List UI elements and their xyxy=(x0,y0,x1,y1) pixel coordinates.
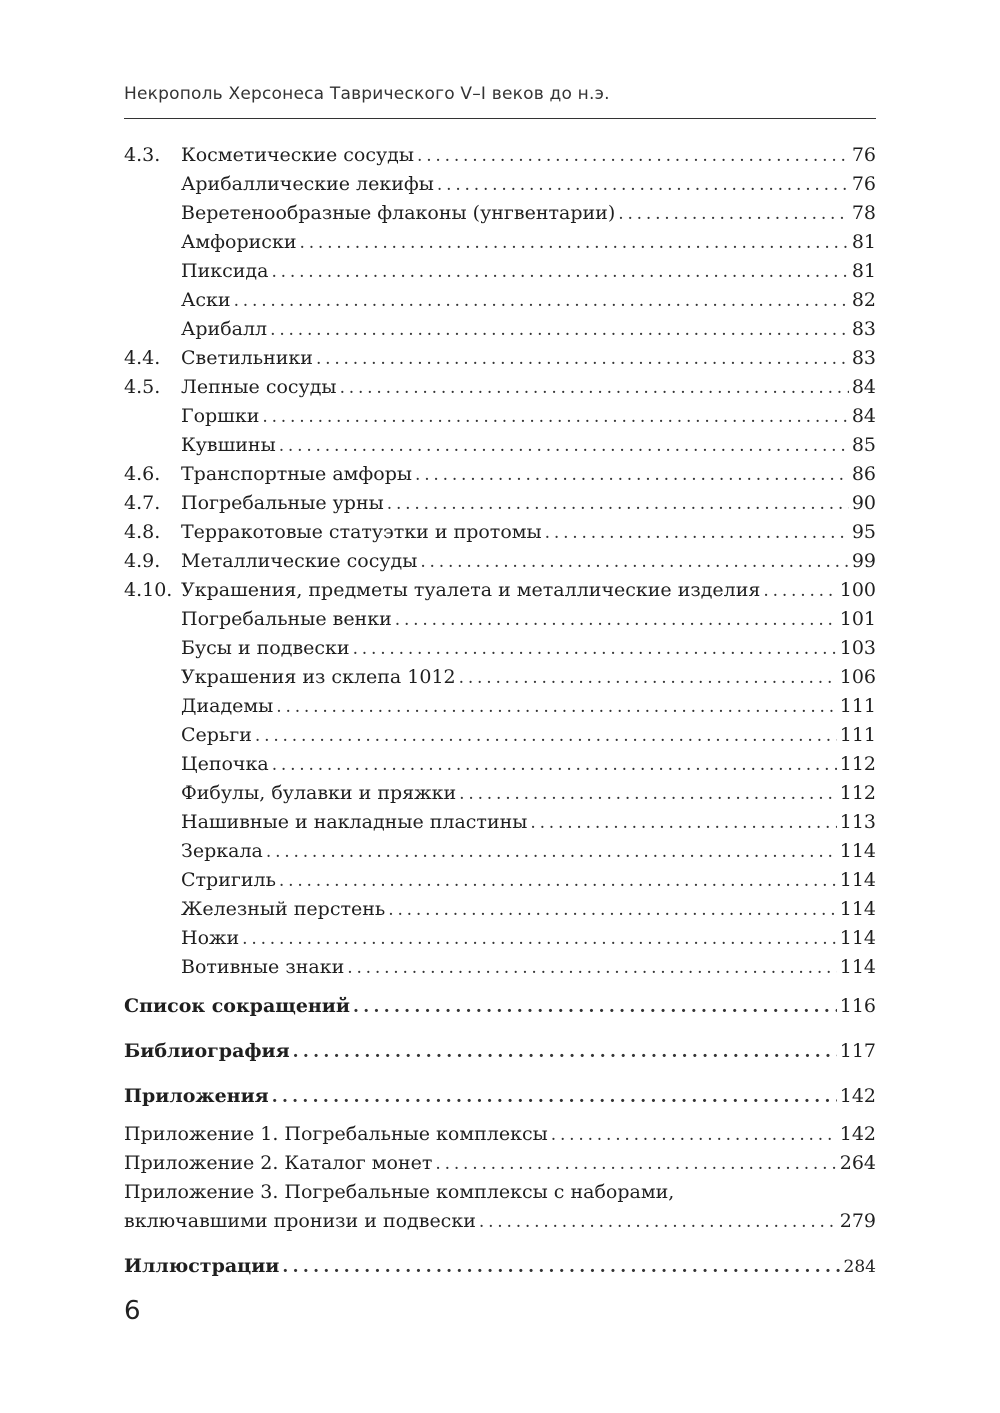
toc-entry-page: 76 xyxy=(851,144,876,166)
toc-entry-page: 101 xyxy=(839,608,876,630)
table-of-contents xyxy=(124,141,876,1281)
toc-entry-title: Стригиль xyxy=(181,869,276,891)
toc-entry[interactable] xyxy=(124,750,876,779)
dot-leader xyxy=(316,345,849,374)
toc-entry-page: 99 xyxy=(851,550,876,572)
toc-entry-page: 142 xyxy=(839,1123,876,1145)
toc-entry[interactable] xyxy=(124,837,876,866)
dot-leader xyxy=(353,635,837,664)
toc-entry-page: 112 xyxy=(839,753,876,775)
toc-entry-page: 81 xyxy=(851,231,876,253)
toc-entry-page: 106 xyxy=(839,666,876,688)
dot-leader xyxy=(282,1253,840,1282)
dot-leader xyxy=(347,954,836,983)
dot-leader xyxy=(242,925,837,954)
dot-leader xyxy=(293,1038,837,1067)
toc-entry-title: Лепные сосуды xyxy=(181,376,337,398)
toc-entry-title: Бусы и подвески xyxy=(181,637,350,659)
toc-entry-title: Список сокращений xyxy=(124,995,350,1017)
toc-entry[interactable] xyxy=(124,228,876,257)
toc-entry-title: Железный перстень xyxy=(181,898,386,920)
toc-entry-page: 85 xyxy=(851,434,876,456)
running-head: Некрополь Херсонеса Таврического V–I веков до н.э. xyxy=(124,84,610,104)
toc-entry[interactable] xyxy=(124,518,876,547)
toc-entry-title: Фибулы, булавки и пряжки xyxy=(181,782,457,804)
toc-entry-title: Вотивные знаки xyxy=(181,956,345,978)
toc-entry-title: Горшки xyxy=(181,405,260,427)
toc-entry[interactable] xyxy=(124,663,876,692)
toc-entry-title: Терракотовые статуэтки и протомы xyxy=(181,521,542,543)
toc-entry[interactable] xyxy=(124,721,876,750)
toc-entry-title: Украшения из склепа 1012 xyxy=(181,666,456,688)
dot-leader xyxy=(266,838,837,867)
dot-leader xyxy=(270,316,849,345)
toc-entry-title: Транспортные амфоры xyxy=(181,463,413,485)
toc-entry-page: 95 xyxy=(851,521,876,543)
toc-entries xyxy=(124,141,876,982)
dot-leader xyxy=(459,664,837,693)
toc-entry-title: Аски xyxy=(181,289,231,311)
header-rule xyxy=(124,118,876,119)
toc-entry-appendices[interactable] xyxy=(124,1082,876,1111)
dot-leader xyxy=(437,171,849,200)
dot-leader xyxy=(387,490,849,519)
toc-entry-page: 111 xyxy=(839,724,876,746)
toc-entry-title: Ножи xyxy=(181,927,240,949)
dot-leader xyxy=(255,722,837,751)
toc-entry-title: Украшения, предметы туалета и металлические изделия xyxy=(181,579,761,601)
dot-leader xyxy=(763,577,836,606)
toc-entry-page: 279 xyxy=(839,1210,876,1232)
dot-leader xyxy=(395,606,837,635)
toc-entry[interactable] xyxy=(124,402,876,431)
toc-entry[interactable] xyxy=(124,953,876,982)
toc-entry[interactable] xyxy=(124,576,876,605)
toc-entry[interactable] xyxy=(124,489,876,518)
toc-entry-title: Диадемы xyxy=(181,695,274,717)
toc-entry-appendix-2[interactable] xyxy=(124,1149,876,1178)
dot-leader xyxy=(279,867,837,896)
dot-leader xyxy=(272,751,837,780)
toc-entry-title-line-1: Приложение 3. Погребальные комплексы с наборами, xyxy=(124,1181,675,1203)
toc-entry[interactable] xyxy=(124,286,876,315)
toc-entry[interactable] xyxy=(124,141,876,170)
toc-entry-page: 114 xyxy=(839,840,876,862)
toc-entry-title: Косметические сосуды xyxy=(181,144,414,166)
dot-leader xyxy=(435,1150,836,1179)
toc-entry-page: 76 xyxy=(851,173,876,195)
toc-entry-title: Приложения xyxy=(124,1085,269,1107)
toc-entry-appendix-1[interactable] xyxy=(124,1120,876,1149)
toc-entry-title: Иллюстрации xyxy=(124,1255,280,1277)
toc-entry-title: Кувшины xyxy=(181,434,276,456)
dot-leader xyxy=(353,993,837,1022)
toc-entry-page: 114 xyxy=(839,898,876,920)
toc-entry-page: 114 xyxy=(839,869,876,891)
toc-entry[interactable] xyxy=(124,924,876,953)
toc-entry[interactable] xyxy=(124,634,876,663)
toc-entry[interactable] xyxy=(124,431,876,460)
toc-entry-page: 112 xyxy=(839,782,876,804)
dot-leader xyxy=(299,229,848,258)
toc-entry[interactable] xyxy=(124,895,876,924)
toc-entry-number: 4.9. xyxy=(124,550,161,572)
dot-leader xyxy=(272,1083,837,1112)
toc-entry-title: Погребальные урны xyxy=(181,492,384,514)
toc-entry-illustrations[interactable] xyxy=(124,1252,876,1281)
page-number: 6 xyxy=(124,1296,141,1326)
toc-entry[interactable] xyxy=(124,344,876,373)
toc-entry-title: Светильники xyxy=(181,347,313,369)
toc-entry-page: 264 xyxy=(839,1152,876,1174)
toc-entry[interactable] xyxy=(124,373,876,402)
toc-entry-title: Веретенообразные флаконы (унгвентарии) xyxy=(181,202,616,224)
toc-entry-title: Цепочка xyxy=(181,753,269,775)
toc-entry-page: 142 xyxy=(839,1085,876,1107)
dot-leader xyxy=(530,809,836,838)
toc-entry[interactable] xyxy=(124,866,876,895)
toc-entry-title: Амфориски xyxy=(181,231,297,253)
toc-entry-page: 116 xyxy=(839,995,876,1017)
dot-leader xyxy=(479,1208,837,1237)
toc-entry-title-line-2: включавшими пронизи и подвески xyxy=(124,1210,476,1232)
toc-entry-page: 82 xyxy=(851,289,876,311)
toc-entry-title: Приложение 1. Погребальные комплексы xyxy=(124,1123,548,1145)
toc-entry-page: 103 xyxy=(839,637,876,659)
dot-leader xyxy=(340,374,849,403)
toc-entry-title: Арибаллические лекифы xyxy=(181,173,434,195)
toc-entry-number: 4.6. xyxy=(124,463,161,485)
toc-entry[interactable] xyxy=(124,199,876,228)
toc-entry-page: 90 xyxy=(851,492,876,514)
toc-entry[interactable] xyxy=(124,779,876,808)
toc-entry-number: 4.7. xyxy=(124,492,161,514)
toc-entry[interactable] xyxy=(124,808,876,837)
toc-entry-title: Серьги xyxy=(181,724,252,746)
toc-entry-page: 84 xyxy=(851,376,876,398)
toc-entry[interactable] xyxy=(124,692,876,721)
dot-leader xyxy=(417,142,849,171)
toc-entry-title: Библиография xyxy=(124,1040,290,1062)
toc-entry-title: Арибалл xyxy=(181,318,268,340)
dot-leader xyxy=(388,896,837,925)
toc-entry-title: Зеркала xyxy=(181,840,263,862)
dot-leader xyxy=(271,258,848,287)
toc-entry-number: 4.4. xyxy=(124,347,161,369)
toc-entry-number: 4.3. xyxy=(124,144,161,166)
toc-entry-page: 284 xyxy=(843,1257,876,1277)
dot-leader xyxy=(279,432,849,461)
toc-entry-number: 4.10. xyxy=(124,579,173,601)
toc-entry[interactable] xyxy=(124,547,876,576)
toc-entry-page: 114 xyxy=(839,927,876,949)
toc-entry-title: Металлические сосуды xyxy=(181,550,418,572)
dot-leader xyxy=(415,461,849,490)
toc-entry-number: 4.5. xyxy=(124,376,161,398)
toc-entry[interactable] xyxy=(124,315,876,344)
toc-entry-page: 84 xyxy=(851,405,876,427)
toc-entry-number: 4.8. xyxy=(124,521,161,543)
toc-entry-appendix-3[interactable] xyxy=(124,1178,876,1236)
dot-leader xyxy=(618,200,849,229)
toc-entry-title: Погребальные венки xyxy=(181,608,392,630)
dot-leader xyxy=(420,548,848,577)
toc-entry[interactable] xyxy=(124,257,876,286)
dot-leader xyxy=(551,1121,837,1150)
dot-leader xyxy=(234,287,849,316)
toc-entry[interactable] xyxy=(124,170,876,199)
toc-entry-title: Пиксида xyxy=(181,260,269,282)
dot-leader xyxy=(545,519,849,548)
toc-entry-abbreviations[interactable] xyxy=(124,992,876,1021)
toc-entry-bibliography[interactable] xyxy=(124,1037,876,1066)
dot-leader xyxy=(262,403,848,432)
toc-entry-title: Приложение 2. Каталог монет xyxy=(124,1152,433,1174)
toc-entry[interactable] xyxy=(124,460,876,489)
toc-entry-page: 100 xyxy=(839,579,876,601)
toc-entry[interactable] xyxy=(124,605,876,634)
toc-entry-page: 83 xyxy=(851,347,876,369)
toc-entry-page: 117 xyxy=(839,1040,876,1062)
toc-entry-page: 86 xyxy=(851,463,876,485)
toc-entry-page: 83 xyxy=(851,318,876,340)
toc-entry-page: 81 xyxy=(851,260,876,282)
toc-entry-page: 114 xyxy=(839,956,876,978)
toc-entry-page: 78 xyxy=(851,202,876,224)
toc-entry-title: Нашивные и накладные пластины xyxy=(181,811,528,833)
toc-entry-page: 111 xyxy=(839,695,876,717)
toc-entry-page: 113 xyxy=(839,811,876,833)
dot-leader xyxy=(276,693,836,722)
dot-leader xyxy=(459,780,837,809)
